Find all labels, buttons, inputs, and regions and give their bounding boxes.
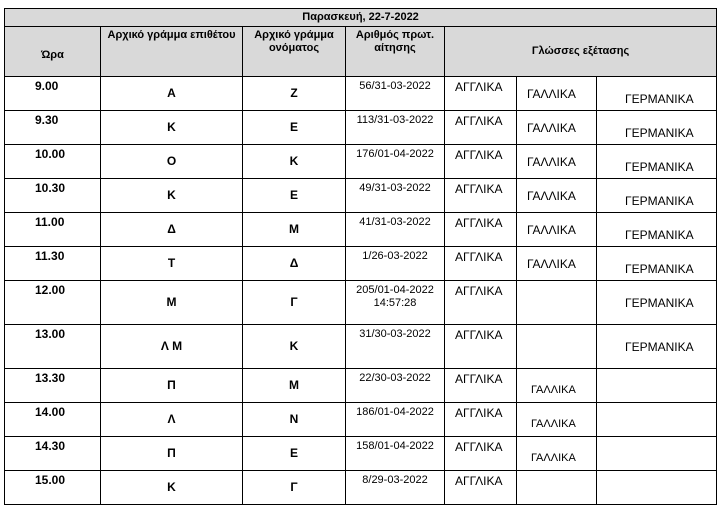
surname-initial-cell: Λ Μ (101, 325, 243, 369)
surname-initial-cell: Δ (101, 213, 243, 247)
time-cell: 9.30 (5, 111, 101, 145)
german-cell: ΓΕΡΜΑΝΙΚΑ (597, 247, 717, 281)
name-initial-cell: Ν (243, 403, 346, 437)
english-cell: ΑΓΓΛΙΚΑ (445, 111, 517, 145)
table-row (5, 471, 717, 505)
header-surname: Αρχικό γράμμα επιθέτου (101, 27, 243, 77)
application-number-cell: 56/31-03-2022 (346, 77, 445, 111)
french-cell: ΓΑΛΛΙΚΑ (517, 77, 597, 111)
table-row (5, 403, 717, 437)
french-cell: ΓΑΛΛΙΚΑ (517, 437, 597, 471)
table-row (5, 247, 717, 281)
time-cell: 10.30 (5, 179, 101, 213)
header-name: Αρχικό γράμμα ονόματος (243, 27, 346, 77)
surname-initial-cell: Λ (101, 403, 243, 437)
time-cell: 13.30 (5, 369, 101, 403)
surname-initial-cell: Π (101, 369, 243, 403)
german-cell (597, 471, 717, 505)
table-row (5, 179, 717, 213)
table-row (5, 369, 717, 403)
english-cell: ΑΓΓΛΙΚΑ (445, 471, 517, 505)
name-initial-cell: Κ (243, 145, 346, 179)
table-row (5, 111, 717, 145)
time-cell: 15.00 (5, 471, 101, 505)
time-cell: 14.00 (5, 403, 101, 437)
english-cell: ΑΓΓΛΙΚΑ (445, 369, 517, 403)
name-initial-cell: Ε (243, 179, 346, 213)
surname-initial-cell: Ο (101, 145, 243, 179)
english-cell: ΑΓΓΛΙΚΑ (445, 281, 517, 325)
application-number-cell: 205/01-04-2022 14:57:28 (346, 281, 445, 325)
french-cell: ΓΑΛΛΙΚΑ (517, 369, 597, 403)
french-cell (517, 325, 597, 369)
french-cell (517, 281, 597, 325)
table-row (5, 437, 717, 471)
application-number-cell: 158/01-04-2022 (346, 437, 445, 471)
name-initial-cell: Μ (243, 369, 346, 403)
time-cell: 14.30 (5, 437, 101, 471)
english-cell: ΑΓΓΛΙΚΑ (445, 145, 517, 179)
french-cell: ΓΑΛΛΙΚΑ (517, 213, 597, 247)
surname-initial-cell: Κ (101, 471, 243, 505)
german-cell: ΓΕΡΜΑΝΙΚΑ (597, 325, 717, 369)
application-number-cell: 22/30-03-2022 (346, 369, 445, 403)
application-number-cell: 41/31-03-2022 (346, 213, 445, 247)
header-row (5, 27, 717, 77)
english-cell: ΑΓΓΛΙΚΑ (445, 247, 517, 281)
name-initial-cell: Γ (243, 281, 346, 325)
english-cell: ΑΓΓΛΙΚΑ (445, 403, 517, 437)
english-cell: ΑΓΓΛΙΚΑ (445, 325, 517, 369)
name-initial-cell: Γ (243, 471, 346, 505)
english-cell: ΑΓΓΛΙΚΑ (445, 77, 517, 111)
application-number-cell: 31/30-03-2022 (346, 325, 445, 369)
header-application: Αριθμός πρωτ. αίτησης (346, 27, 445, 77)
german-cell: ΓΕΡΜΑΝΙΚΑ (597, 111, 717, 145)
german-cell (597, 403, 717, 437)
time-cell: 11.30 (5, 247, 101, 281)
schedule-document (4, 8, 717, 505)
french-cell: ΓΑΛΛΙΚΑ (517, 403, 597, 437)
application-number-cell: 49/31-03-2022 (346, 179, 445, 213)
german-cell: ΓΕΡΜΑΝΙΚΑ (597, 179, 717, 213)
application-number-cell: 113/31-03-2022 (346, 111, 445, 145)
german-cell: ΓΕΡΜΑΝΙΚΑ (597, 145, 717, 179)
time-cell: 12.00 (5, 281, 101, 325)
surname-initial-cell: Α (101, 77, 243, 111)
french-cell (517, 471, 597, 505)
english-cell: ΑΓΓΛΙΚΑ (445, 213, 517, 247)
german-cell: ΓΕΡΜΑΝΙΚΑ (597, 77, 717, 111)
english-cell: ΑΓΓΛΙΚΑ (445, 179, 517, 213)
name-initial-cell: Κ (243, 325, 346, 369)
table-title: Παρασκευή, 22-7-2022 (5, 9, 717, 27)
time-cell: 13.00 (5, 325, 101, 369)
surname-initial-cell: Κ (101, 179, 243, 213)
german-cell: ΓΕΡΜΑΝΙΚΑ (597, 213, 717, 247)
german-cell (597, 369, 717, 403)
name-initial-cell: Ε (243, 437, 346, 471)
exam-schedule-table (4, 8, 717, 505)
header-languages: Γλώσσες εξέτασης (445, 27, 717, 77)
surname-initial-cell: Π (101, 437, 243, 471)
table-row (5, 325, 717, 369)
name-initial-cell: Ε (243, 111, 346, 145)
name-initial-cell: Δ (243, 247, 346, 281)
table-row (5, 213, 717, 247)
name-initial-cell: Μ (243, 213, 346, 247)
table-row (5, 145, 717, 179)
german-cell (597, 437, 717, 471)
time-cell: 10.00 (5, 145, 101, 179)
french-cell: ΓΑΛΛΙΚΑ (517, 247, 597, 281)
header-time: Ώρα (5, 27, 101, 77)
french-cell: ΓΑΛΛΙΚΑ (517, 145, 597, 179)
english-cell: ΑΓΓΛΙΚΑ (445, 437, 517, 471)
surname-initial-cell: Τ (101, 247, 243, 281)
application-number-cell: 186/01-04-2022 (346, 403, 445, 437)
german-cell: ΓΕΡΜΑΝΙΚΑ (597, 281, 717, 325)
application-number-cell: 176/01-04-2022 (346, 145, 445, 179)
table-row (5, 77, 717, 111)
french-cell: ΓΑΛΛΙΚΑ (517, 179, 597, 213)
french-cell: ΓΑΛΛΙΚΑ (517, 111, 597, 145)
title-row (5, 9, 717, 27)
table-row (5, 281, 717, 325)
name-initial-cell: Ζ (243, 77, 346, 111)
surname-initial-cell: Μ (101, 281, 243, 325)
time-cell: 11.00 (5, 213, 101, 247)
time-cell: 9.00 (5, 77, 101, 111)
application-number-cell: 8/29-03-2022 (346, 471, 445, 505)
surname-initial-cell: Κ (101, 111, 243, 145)
application-number-cell: 1/26-03-2022 (346, 247, 445, 281)
